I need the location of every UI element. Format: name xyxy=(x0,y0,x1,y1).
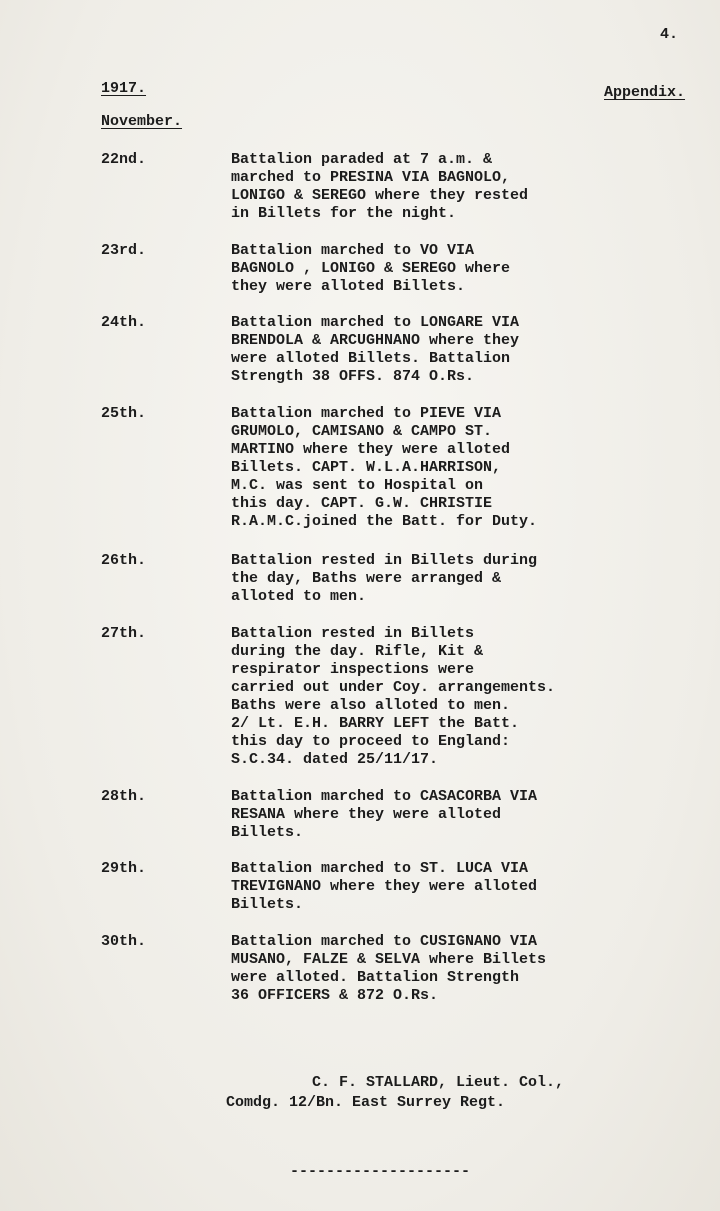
entry-line: Billets. xyxy=(231,824,304,841)
entry-text xyxy=(231,933,546,1005)
entry-line: Battalion marched to LONGARE VIA xyxy=(231,314,520,331)
entry-line: S.C.34. dated 25/11/17. xyxy=(231,751,439,768)
entry-line: this day to proceed to England: xyxy=(231,733,511,750)
entry-text xyxy=(231,625,555,769)
entry-line: Battalion marched to VO VIA xyxy=(231,242,475,259)
entry-line: alloted to men. xyxy=(231,588,367,605)
month-heading: November. xyxy=(101,113,183,130)
entry-text xyxy=(231,860,537,914)
entry-line: in Billets for the night. xyxy=(231,205,457,222)
signature-name: C. F. STALLARD, Lieut. Col., xyxy=(312,1074,565,1091)
signature-unit: Comdg. 12/Bn. East Surrey Regt. xyxy=(226,1094,506,1111)
entry-line: Battalion marched to PIEVE VIA xyxy=(231,405,502,422)
entry-line: BAGNOLO , LONIGO & SEREGO where xyxy=(231,260,511,277)
entry-date: 23rd. xyxy=(101,242,147,259)
entry-date: 30th. xyxy=(101,933,147,950)
entry-text xyxy=(231,788,537,842)
entry-text xyxy=(231,242,510,296)
entry-date: 27th. xyxy=(101,625,147,642)
entry-date: 29th. xyxy=(101,860,147,877)
entry-line: this day. CAPT. G.W. CHRISTIE xyxy=(231,495,493,512)
entry-line: they were alloted Billets. xyxy=(231,278,466,295)
entry-line: Battalion marched to CUSIGNANO VIA xyxy=(231,933,538,950)
entry-line: Billets. xyxy=(231,896,304,913)
appendix-heading: Appendix. xyxy=(604,84,686,101)
entry-line: GRUMOLO, CAMISANO & CAMPO ST. xyxy=(231,423,493,440)
entry-line: marched to PRESINA VIA BAGNOLO, xyxy=(231,169,511,186)
entry-line: 2/ Lt. E.H. BARRY LEFT the Batt. xyxy=(231,715,520,732)
entry-line: Baths were also alloted to men. xyxy=(231,697,511,714)
entry-line: 36 OFFICERS & 872 O.Rs. xyxy=(231,987,439,1004)
entry-line: Battalion marched to CASACORBA VIA xyxy=(231,788,538,805)
entry-line: Battalion marched to ST. LUCA VIA xyxy=(231,860,529,877)
entry-text xyxy=(231,314,519,386)
entry-line: LONIGO & SEREGO where they rested xyxy=(231,187,529,204)
entry-line: TREVIGNANO where they were alloted xyxy=(231,878,538,895)
entry-date: 22nd. xyxy=(101,151,147,168)
entry-line: Battalion rested in Billets during xyxy=(231,552,538,569)
entry-line: carried out under Coy. arrangements. xyxy=(231,679,556,696)
entry-line: MARTINO where they were alloted xyxy=(231,441,511,458)
year-heading: 1917. xyxy=(101,80,147,97)
entry-date: 28th. xyxy=(101,788,147,805)
entry-date: 24th. xyxy=(101,314,147,331)
entry-line: Billets. CAPT. W.L.A.HARRISON, xyxy=(231,459,502,476)
entry-line: during the day. Rifle, Kit & xyxy=(231,643,484,660)
page-number: 4. xyxy=(660,26,679,43)
entry-line: RESANA where they were alloted xyxy=(231,806,502,823)
entry-text xyxy=(231,151,528,223)
entry-line: the day, Baths were arranged & xyxy=(231,570,502,587)
entry-line: were alloted Billets. Battalion xyxy=(231,350,511,367)
entry-line: were alloted. Battalion Strength xyxy=(231,969,520,986)
closing-rule: -------------------- xyxy=(290,1163,471,1180)
entry-line: BRENDOLA & ARCUGHNANO where they xyxy=(231,332,520,349)
entry-text xyxy=(231,405,537,531)
entry-date: 26th. xyxy=(101,552,147,569)
entry-line: Battalion rested in Billets xyxy=(231,625,475,642)
entry-line: R.A.M.C.joined the Batt. for Duty. xyxy=(231,513,538,530)
entry-text xyxy=(231,552,537,606)
entry-line: M.C. was sent to Hospital on xyxy=(231,477,484,494)
entry-line: MUSANO, FALZE & SELVA where Billets xyxy=(231,951,547,968)
entry-date: 25th. xyxy=(101,405,147,422)
entry-line: respirator inspections were xyxy=(231,661,475,678)
entry-line: Strength 38 OFFS. 874 O.Rs. xyxy=(231,368,475,385)
entry-line: Battalion paraded at 7 a.m. & xyxy=(231,151,493,168)
